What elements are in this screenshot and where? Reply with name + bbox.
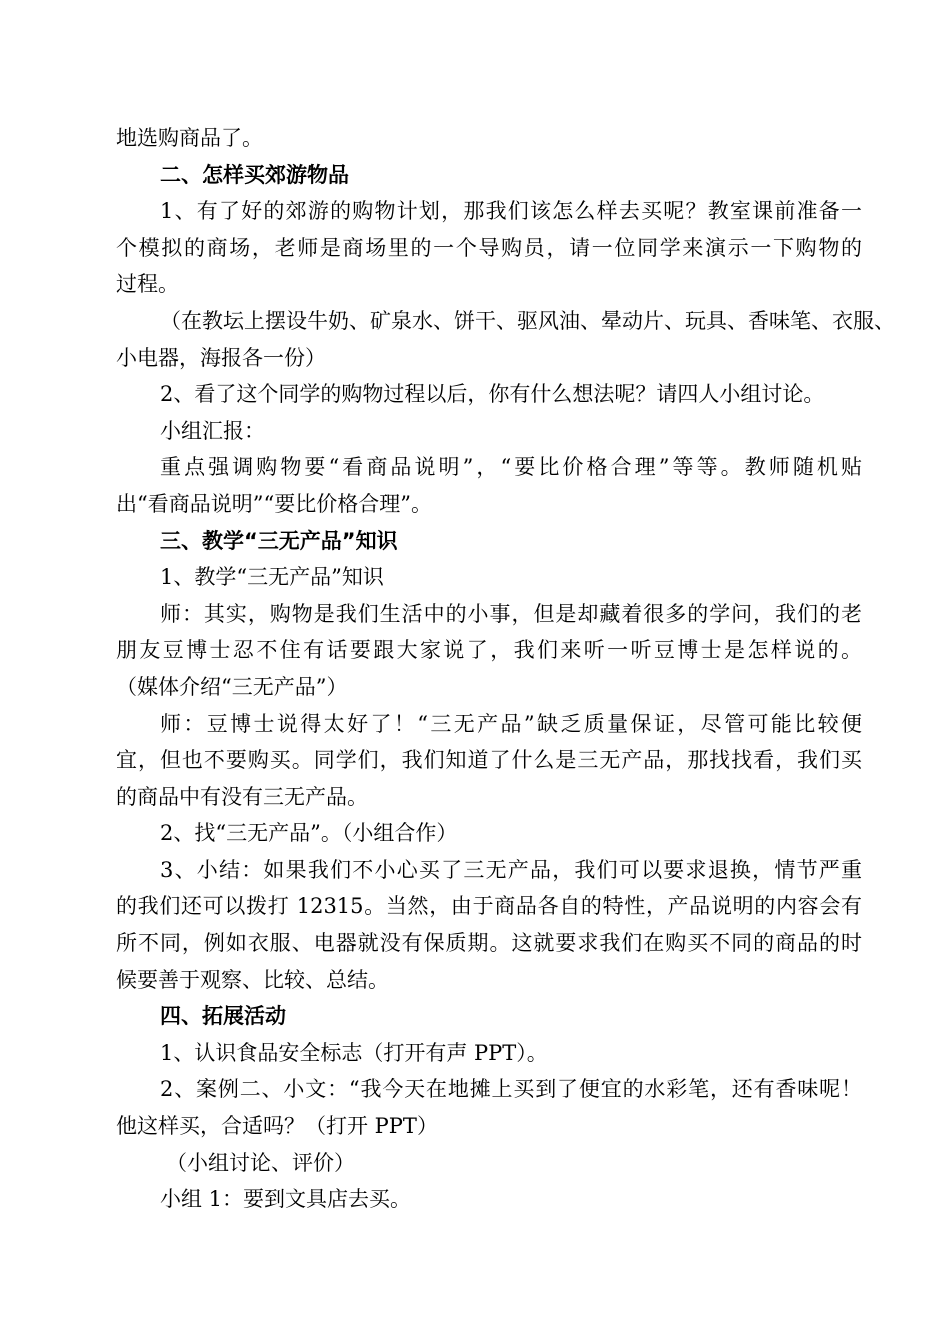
paragraph-line: 小组汇报： xyxy=(160,418,265,443)
paragraph-line: （小组讨论、评价） xyxy=(166,1150,355,1175)
paragraph-line: 1、有了好的郊游的购物计划，那我们该怎么样去买呢？教室课前准备一 xyxy=(160,199,862,224)
paragraph-line: 小电器，海报各一份） xyxy=(116,345,326,370)
paragraph-line: 他这样买，合适吗？（打开 PPT） xyxy=(116,1114,438,1139)
paragraph-line: 候要善于观察、比较、总结。 xyxy=(116,967,389,992)
paragraph-line: （在教坛上摆设牛奶、矿泉水、饼干、驱风油、晕动片、玩具、香味笔、衣服、 xyxy=(160,308,895,333)
paragraph-line: 1、教学“三无产品”知识 xyxy=(160,565,384,590)
paragraph-line: 的商品中有没有三无产品。 xyxy=(116,784,368,809)
paragraph-line: 小组 1：要到文具店去买。 xyxy=(160,1187,412,1212)
section-heading-2: 二、怎样买郊游物品 xyxy=(160,162,349,187)
paragraph-line: 3、小结：如果我们不小心买了三无产品，我们可以要求退换，情节严重 xyxy=(160,857,862,882)
paragraph-line: 过程。 xyxy=(116,272,179,297)
paragraph-line: 师：其实，购物是我们生活中的小事，但是却藏着很多的学问，我们的老 xyxy=(160,601,862,626)
paragraph-line: 所不同，例如衣服、电器就没有保质期。这就要求我们在购买不同的商品的时 xyxy=(116,931,862,956)
paragraph-line: 出“看商品说明”“要比价格合理”。 xyxy=(116,491,432,516)
paragraph-line: 个模拟的商场，老师是商场里的一个导购员，请一位同学来演示一下购物的 xyxy=(116,235,862,260)
paragraph-line: 的我们还可以拨打 12315。当然，由于商品各自的特性，产品说明的内容会有 xyxy=(116,894,862,919)
paragraph-line: 2、看了这个同学的购物过程以后，你有什么想法呢？请四人小组讨论。 xyxy=(160,382,825,407)
paragraph-line: 重点强调购物要“看商品说明”，“要比价格合理”等等。教师随机贴 xyxy=(160,455,862,480)
paragraph-line: 朋友豆博士忍不住有话要跟大家说了，我们来听一听豆博士是怎样说的。 xyxy=(116,638,862,663)
section-heading-4: 四、拓展活动 xyxy=(160,1004,286,1029)
section-heading-3: 三、教学“三无产品”知识 xyxy=(160,528,398,553)
paragraph-line: 2、案例二、小文：“我今天在地摊上买到了便宜的水彩笔，还有香味呢！ xyxy=(160,1077,862,1102)
paragraph-line: 宜，但也不要购买。同学们，我们知道了什么是三无产品，那找找看，我们买 xyxy=(116,748,862,773)
paragraph-line: 师：豆博士说得太好了！“三无产品”缺乏质量保证，尽管可能比较便 xyxy=(160,711,862,736)
paragraph-line: 2、找“三无产品”。（小组合作） xyxy=(160,821,458,846)
document-page xyxy=(116,120,895,1218)
paragraph-line: （媒体介绍“三无产品”） xyxy=(116,674,348,699)
paragraph-line: 地选购商品了。 xyxy=(116,126,263,150)
paragraph-line: 1、认识食品安全标志（打开有声 PPT）。 xyxy=(160,1040,548,1065)
